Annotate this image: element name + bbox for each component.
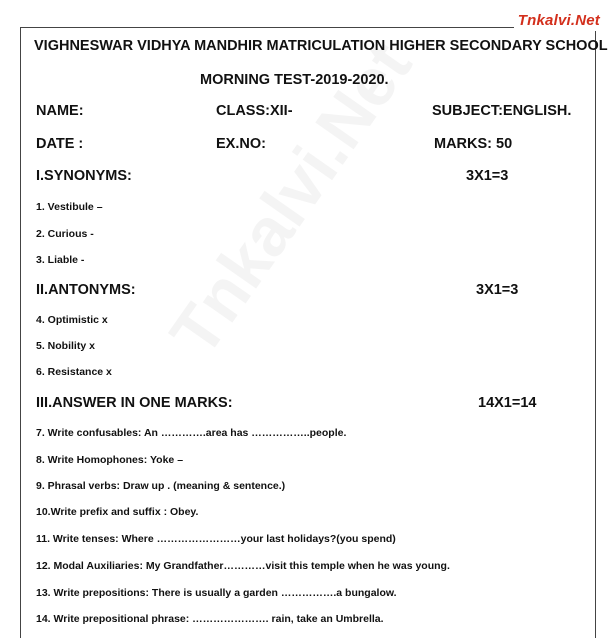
question-item: 8. Write Homophones: Yoke – [36, 454, 184, 466]
test-title: MORNING TEST-2019-2020. [200, 72, 389, 88]
question-item: 12. Modal Auxiliaries: My Grandfather…………visit this temple when he was young. [36, 560, 450, 572]
question-item: 5. Nobility x [36, 340, 95, 352]
question-item: 10.Write prefix and suffix : Obey. [36, 506, 199, 518]
name-label: NAME: [36, 103, 84, 119]
marks-label: MARKS: 50 [434, 136, 513, 152]
subject-label: SUBJECT:ENGLISH. [432, 103, 572, 119]
question-item: 3. Liable - [36, 254, 85, 266]
exno-label: EX.NO: [216, 136, 266, 152]
date-label: DATE : [36, 136, 84, 152]
school-name: VIGHNESWAR VIDHYA MANDHIR MATRICULATION HIGHER SECONDARY SCHOOL [34, 38, 608, 54]
question-item: 7. Write confusables: An ………….area has ……………..people. [36, 427, 347, 439]
site-badge: Tnkalvi.Net [514, 10, 604, 31]
question-item: 11. Write tenses: Where ……………………your last holidays?(you spend) [36, 533, 396, 545]
section-title-synonyms: I.SYNONYMS: [36, 168, 132, 184]
question-item: 1. Vestibule – [36, 201, 103, 213]
question-item: 9. Phrasal verbs: Draw up . (meaning & sentence.) [36, 480, 286, 492]
section-marks-antonyms: 3X1=3 [476, 282, 519, 298]
section-title-one-marks: III.ANSWER IN ONE MARKS: [36, 395, 233, 411]
question-item: 6. Resistance x [36, 366, 112, 378]
question-item: 2. Curious - [36, 228, 94, 240]
section-marks-one-marks: 14X1=14 [478, 395, 537, 411]
question-item: 4. Optimistic x [36, 314, 108, 326]
question-item: 13. Write prepositions: There is usually a garden …………….a bungalow. [36, 587, 397, 599]
question-item: 14. Write prepositional phrase: …………………. rain, take an Umbrella. [36, 613, 384, 625]
section-title-antonyms: II.ANTONYMS: [36, 282, 136, 298]
section-marks-synonyms: 3X1=3 [466, 168, 509, 184]
class-label: CLASS:XII- [216, 103, 293, 119]
